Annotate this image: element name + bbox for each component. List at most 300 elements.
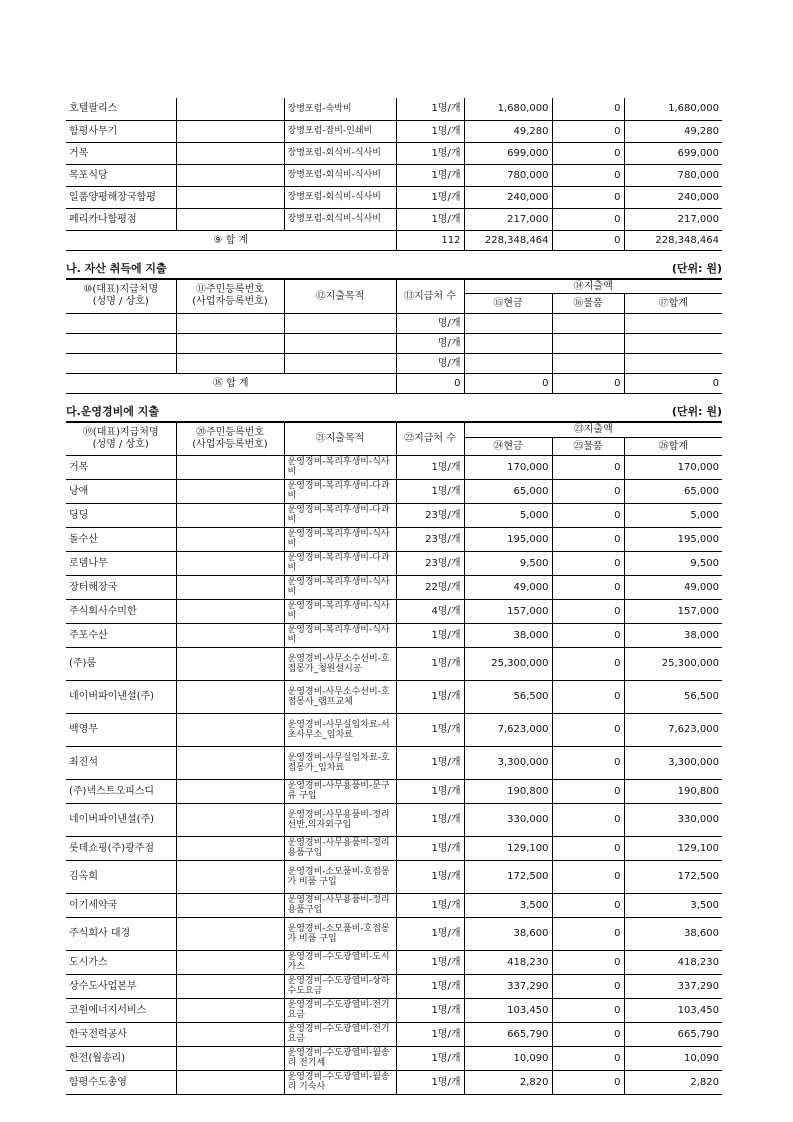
payee-name: 코원에너지서비스 (66, 998, 176, 1022)
section2-body (66, 314, 722, 374)
goods-amount: 0 (552, 779, 624, 803)
cash-amount: 157,000 (464, 599, 552, 623)
cash-amount: 38,600 (464, 917, 552, 950)
expense-purpose: 운영경비-복리후생비-식사비 (284, 575, 396, 599)
expense-purpose: 운영경비-복리후생비-다과비 (284, 479, 396, 503)
cash-amount: 9,500 (464, 551, 552, 575)
payee-name: 주식회사수미한 (66, 599, 176, 623)
cash-amount: 337,290 (464, 974, 552, 998)
payee-name: (주)룸 (66, 647, 176, 680)
cash-amount (464, 354, 552, 374)
table-row (66, 647, 722, 680)
goods-amount: 0 (552, 455, 624, 479)
payee-count: 1명/개 (396, 455, 464, 479)
section3-header-goods: ㉕물품 (552, 437, 624, 455)
total-amount: 665,790 (624, 1022, 722, 1046)
cash-amount: 330,000 (464, 803, 552, 836)
payee-count: 명/개 (396, 354, 464, 374)
section2-header-row1 (66, 280, 722, 294)
registration-number (176, 836, 284, 860)
payee-count: 1명/개 (396, 1022, 464, 1046)
cash-amount (464, 314, 552, 334)
section2-header-count: ⑬지급처 수 (396, 280, 464, 314)
cash-amount (464, 334, 552, 354)
payee-count: 1명/개 (396, 1046, 464, 1070)
registration-number (176, 527, 284, 551)
section2-total-count: 0 (396, 374, 464, 394)
payee-count: 1명/개 (396, 120, 464, 142)
registration-number (176, 860, 284, 893)
section2-header-sum: ⑰합계 (624, 294, 722, 314)
total-amount: 418,230 (624, 950, 722, 974)
registration-number (176, 803, 284, 836)
expense-purpose: 장병포럼-숙박비 (284, 98, 396, 120)
payee-count: 1명/개 (396, 779, 464, 803)
registration-number (176, 623, 284, 647)
payee-count: 1명/개 (396, 479, 464, 503)
payee-name: 네이버파이낸셜(주) (66, 803, 176, 836)
section3-title: 다.운영경비에 지출 (66, 405, 160, 418)
section2-header-reg: ⑪주민등록번호 (사업자등록번호) (176, 280, 284, 314)
table-row (66, 779, 722, 803)
expense-purpose: 운영경비-소모품비-호접몽가 비품 구입 (284, 860, 396, 893)
payee-name: 장터해장국 (66, 575, 176, 599)
cash-amount: 65,000 (464, 479, 552, 503)
section2-title: 나. 자산 취득에 지출 (66, 261, 167, 275)
payee-count: 1명/개 (396, 208, 464, 230)
section2-header-purpose: ⑫지출목적 (284, 280, 396, 314)
total-amount: 5,000 (624, 503, 722, 527)
registration-number (176, 479, 284, 503)
expense-purpose: 운영경비-복리후생비-식사비 (284, 455, 396, 479)
table-row (66, 680, 722, 713)
payee-name: 한전(월송리) (66, 1046, 176, 1070)
expense-purpose: 운영경비-사무용품비-문구류 구입 (284, 779, 396, 803)
payee-count: 1명/개 (396, 647, 464, 680)
table-row (66, 917, 722, 950)
payee-name: 한국전력공사 (66, 1022, 176, 1046)
section1-total-count: 112 (396, 230, 464, 250)
cash-amount: 170,000 (464, 455, 552, 479)
payee-count: 1명/개 (396, 623, 464, 647)
expense-purpose (284, 314, 396, 334)
goods-amount: 0 (552, 98, 624, 120)
cash-amount: 780,000 (464, 164, 552, 186)
table-row (66, 527, 722, 551)
section2-unit: (단위: 원) (671, 261, 722, 275)
cash-amount: 217,000 (464, 208, 552, 230)
table-row (66, 893, 722, 917)
table-row (66, 479, 722, 503)
registration-number (176, 1022, 284, 1046)
cash-amount: 190,800 (464, 779, 552, 803)
cash-amount: 418,230 (464, 950, 552, 974)
section3-header-sum: ㉖합계 (624, 437, 722, 455)
section3-table (66, 423, 722, 1095)
expense-purpose: 장병포럼-잡비-인쇄비 (284, 120, 396, 142)
expense-purpose: 운영경비-수도광열비-전기요금 (284, 1022, 396, 1046)
table-row (66, 98, 722, 120)
total-amount (624, 314, 722, 334)
payee-name: 딩딩 (66, 503, 176, 527)
payee-name: 도시가스 (66, 950, 176, 974)
payee-count: 1명/개 (396, 998, 464, 1022)
expense-purpose: 장병포럼-회식비-식사비 (284, 186, 396, 208)
goods-amount: 0 (552, 803, 624, 836)
registration-number (176, 164, 284, 186)
table-row (66, 836, 722, 860)
expense-purpose: 운영경비-소모품비-호접몽가 비품 구입 (284, 917, 396, 950)
cash-amount: 699,000 (464, 142, 552, 164)
expense-purpose: 운영경비-수도광열비-전기요금 (284, 998, 396, 1022)
table-row (66, 746, 722, 779)
payee-name (66, 314, 176, 334)
expense-purpose: 운영경비-수도광열비-도시가스 (284, 950, 396, 974)
cash-amount: 3,500 (464, 893, 552, 917)
goods-amount: 0 (552, 974, 624, 998)
goods-amount: 0 (552, 1070, 624, 1094)
payee-count: 명/개 (396, 314, 464, 334)
goods-amount: 0 (552, 713, 624, 746)
expense-purpose: 운영경비-사무실임차료-서초사무소_임차료 (284, 713, 396, 746)
table-row (66, 455, 722, 479)
total-amount: 3,500 (624, 893, 722, 917)
goods-amount: 0 (552, 120, 624, 142)
cash-amount: 103,450 (464, 998, 552, 1022)
section3-title-bar (66, 401, 722, 423)
total-amount: 38,000 (624, 623, 722, 647)
total-amount: 9,500 (624, 551, 722, 575)
section1-total-goods: 0 (552, 230, 624, 250)
registration-number (176, 647, 284, 680)
goods-amount: 0 (552, 1022, 624, 1046)
goods-amount: 0 (552, 860, 624, 893)
section3-header-cash: ㉔현금 (464, 437, 552, 455)
total-amount: 65,000 (624, 479, 722, 503)
goods-amount: 0 (552, 746, 624, 779)
payee-count: 1명/개 (396, 950, 464, 974)
goods-amount: 0 (552, 917, 624, 950)
table-row (66, 334, 722, 354)
payee-name: 페리카나함평점 (66, 208, 176, 230)
total-amount: 195,000 (624, 527, 722, 551)
payee-name: 일품양평해장국함평 (66, 186, 176, 208)
registration-number (176, 950, 284, 974)
goods-amount: 0 (552, 503, 624, 527)
goods-amount: 0 (552, 479, 624, 503)
total-amount: 190,800 (624, 779, 722, 803)
payee-count: 1명/개 (396, 1070, 464, 1094)
section3-body (66, 455, 722, 1094)
section2-header-amount: ⑭지출액 (464, 280, 722, 294)
section2-total-label: ⑱ 합 계 (66, 374, 396, 394)
expense-purpose: 운영경비-사무용품비-정리용품구입 (284, 836, 396, 860)
registration-number (176, 354, 284, 374)
registration-number (176, 455, 284, 479)
table-row (66, 599, 722, 623)
goods-amount: 0 (552, 680, 624, 713)
expense-purpose: 장병포럼-회식비-식사비 (284, 164, 396, 186)
registration-number (176, 98, 284, 120)
registration-number (176, 1070, 284, 1094)
goods-amount: 0 (552, 527, 624, 551)
section3-header-reg: ⑳주민등록번호 (사업자등록번호) (176, 423, 284, 455)
goods-amount: 0 (552, 164, 624, 186)
goods-amount: 0 (552, 575, 624, 599)
payee-name (66, 334, 176, 354)
cash-amount: 195,000 (464, 527, 552, 551)
table-row (66, 998, 722, 1022)
total-amount: 780,000 (624, 164, 722, 186)
section2-header-name: ⑩(대표)지급처명 (성명 / 상호) (66, 280, 176, 314)
registration-number (176, 746, 284, 779)
table-row (66, 551, 722, 575)
total-amount: 337,290 (624, 974, 722, 998)
cash-amount: 5,000 (464, 503, 552, 527)
goods-amount: 0 (552, 623, 624, 647)
section3-header-row1 (66, 423, 722, 437)
payee-count: 1명/개 (396, 713, 464, 746)
payee-count: 1명/개 (396, 142, 464, 164)
cash-amount: 172,500 (464, 860, 552, 893)
table-row (66, 1070, 722, 1094)
payee-name: 최진석 (66, 746, 176, 779)
registration-number (176, 779, 284, 803)
total-amount: 2,820 (624, 1070, 722, 1094)
section2-header-cash: ⑮현금 (464, 294, 552, 314)
total-amount: 10,090 (624, 1046, 722, 1070)
total-amount: 38,600 (624, 917, 722, 950)
payee-count: 1명/개 (396, 893, 464, 917)
registration-number (176, 314, 284, 334)
goods-amount (552, 354, 624, 374)
registration-number (176, 120, 284, 142)
payee-name: 이기세약국 (66, 893, 176, 917)
payee-name: 거목 (66, 455, 176, 479)
total-amount: 49,000 (624, 575, 722, 599)
expense-purpose: 운영경비-사무용품비-정리선반,의자외구입 (284, 803, 396, 836)
total-amount (624, 354, 722, 374)
section2-total-row (66, 374, 722, 394)
section3-header-amount: ㉓지출액 (464, 423, 722, 437)
payee-name: 낭애 (66, 479, 176, 503)
table-row (66, 623, 722, 647)
table-row (66, 314, 722, 334)
expense-purpose: 장병포럼-회식비-식사비 (284, 208, 396, 230)
payee-count: 1명/개 (396, 836, 464, 860)
section1-body (66, 98, 722, 230)
expense-purpose: 운영경비-복리후생비-식사비 (284, 623, 396, 647)
section2-total-sum: 0 (624, 374, 722, 394)
expense-purpose: 운영경비-사무용품비-정리용품구입 (284, 893, 396, 917)
registration-number (176, 186, 284, 208)
cash-amount: 129,100 (464, 836, 552, 860)
cash-amount: 10,090 (464, 1046, 552, 1070)
goods-amount (552, 314, 624, 334)
registration-number (176, 713, 284, 746)
payee-count: 1명/개 (396, 917, 464, 950)
section2-total-cash: 0 (464, 374, 552, 394)
registration-number (176, 998, 284, 1022)
expense-purpose (284, 354, 396, 374)
expense-purpose: 운영경비-수도광열비-월송리 기숙사 (284, 1070, 396, 1094)
payee-name: 돌수산 (66, 527, 176, 551)
table-row (66, 503, 722, 527)
table-row (66, 803, 722, 836)
cash-amount: 665,790 (464, 1022, 552, 1046)
goods-amount: 0 (552, 836, 624, 860)
cash-amount: 240,000 (464, 186, 552, 208)
expense-purpose (284, 334, 396, 354)
payee-count: 4명/개 (396, 599, 464, 623)
section2-table (66, 280, 722, 395)
total-amount: 699,000 (624, 142, 722, 164)
registration-number (176, 893, 284, 917)
payee-name: 로뎀나무 (66, 551, 176, 575)
payee-count: 1명/개 (396, 186, 464, 208)
registration-number (176, 503, 284, 527)
cash-amount: 1,680,000 (464, 98, 552, 120)
payee-name: 주식회사 대경 (66, 917, 176, 950)
section3-header-count: ㉒지급처 수 (396, 423, 464, 455)
expense-purpose: 운영경비-복리후생비-다과비 (284, 503, 396, 527)
cash-amount: 7,623,000 (464, 713, 552, 746)
document-page (66, 0, 722, 1095)
payee-count: 1명/개 (396, 680, 464, 713)
total-amount: 56,500 (624, 680, 722, 713)
goods-amount: 0 (552, 599, 624, 623)
total-amount: 172,500 (624, 860, 722, 893)
table-row (66, 120, 722, 142)
section2-title-bar (66, 258, 722, 280)
total-amount: 1,680,000 (624, 98, 722, 120)
registration-number (176, 551, 284, 575)
total-amount: 330,000 (624, 803, 722, 836)
section1-total-cash: 228,348,464 (464, 230, 552, 250)
expense-purpose: 장병포럼-회식비-식사비 (284, 142, 396, 164)
payee-name: 네이버파이낸셜(주) (66, 680, 176, 713)
table-row (66, 208, 722, 230)
payee-name: 김옥희 (66, 860, 176, 893)
registration-number (176, 599, 284, 623)
total-amount: 129,100 (624, 836, 722, 860)
payee-name: 상수도사업본부 (66, 974, 176, 998)
total-amount: 240,000 (624, 186, 722, 208)
table-row (66, 974, 722, 998)
expense-purpose: 운영경비-수도광열비-상하수도요금 (284, 974, 396, 998)
payee-count: 23명/개 (396, 503, 464, 527)
cash-amount: 2,820 (464, 1070, 552, 1094)
registration-number (176, 917, 284, 950)
table-row (66, 354, 722, 374)
table-row (66, 575, 722, 599)
payee-count: 1명/개 (396, 164, 464, 186)
payee-count: 1명/개 (396, 746, 464, 779)
registration-number (176, 334, 284, 354)
expense-purpose: 운영경비-수도광열비-월송리 전기세 (284, 1046, 396, 1070)
registration-number (176, 974, 284, 998)
payee-count: 23명/개 (396, 551, 464, 575)
payee-name: (주)넥스트오피스디 (66, 779, 176, 803)
total-amount: 3,300,000 (624, 746, 722, 779)
goods-amount: 0 (552, 998, 624, 1022)
goods-amount: 0 (552, 142, 624, 164)
section3-unit: (단위: 원) (671, 405, 722, 418)
expense-purpose: 운영경비-복리후생비-식사비 (284, 527, 396, 551)
goods-amount: 0 (552, 208, 624, 230)
cash-amount: 38,000 (464, 623, 552, 647)
cash-amount: 49,280 (464, 120, 552, 142)
total-amount: 49,280 (624, 120, 722, 142)
payee-name (66, 354, 176, 374)
payee-name: 거목 (66, 142, 176, 164)
table-row (66, 1046, 722, 1070)
section1-total-label: ⑨ 합 계 (66, 230, 396, 250)
goods-amount: 0 (552, 893, 624, 917)
payee-count: 1명/개 (396, 860, 464, 893)
registration-number (176, 142, 284, 164)
payee-name: 호텔팔리스 (66, 98, 176, 120)
table-row (66, 860, 722, 893)
section3-header-name: ⑲(대표)지급처명 (성명 / 상호) (66, 423, 176, 455)
total-amount: 170,000 (624, 455, 722, 479)
table-row (66, 713, 722, 746)
section1-total-sum: 228,348,464 (624, 230, 722, 250)
payee-name: 주포수산 (66, 623, 176, 647)
payee-name: 백영무 (66, 713, 176, 746)
expense-purpose: 운영경비-사무실임차료-호접몽가_임차료 (284, 746, 396, 779)
table-row (66, 950, 722, 974)
table-row (66, 164, 722, 186)
section2-header-goods: ⑯물품 (552, 294, 624, 314)
total-amount (624, 334, 722, 354)
expense-purpose: 운영경비-사무소수선비-호접몽가_청원설시공 (284, 647, 396, 680)
expense-purpose: 운영경비-복리후생비-식사비 (284, 599, 396, 623)
goods-amount (552, 334, 624, 354)
goods-amount: 0 (552, 647, 624, 680)
registration-number (176, 208, 284, 230)
goods-amount: 0 (552, 1046, 624, 1070)
goods-amount: 0 (552, 551, 624, 575)
goods-amount: 0 (552, 186, 624, 208)
total-amount: 157,000 (624, 599, 722, 623)
payee-name: 함평사무기 (66, 120, 176, 142)
payee-count: 22명/개 (396, 575, 464, 599)
section1-table (66, 98, 722, 251)
total-amount: 7,623,000 (624, 713, 722, 746)
payee-count: 23명/개 (396, 527, 464, 551)
total-amount: 217,000 (624, 208, 722, 230)
registration-number (176, 575, 284, 599)
total-amount: 25,300,000 (624, 647, 722, 680)
registration-number (176, 680, 284, 713)
table-row (66, 1022, 722, 1046)
goods-amount: 0 (552, 950, 624, 974)
cash-amount: 25,300,000 (464, 647, 552, 680)
payee-count: 1명/개 (396, 803, 464, 836)
payee-name: 롯데쇼핑(주)광주점 (66, 836, 176, 860)
payee-name: 목포식당 (66, 164, 176, 186)
section2-total-goods: 0 (552, 374, 624, 394)
cash-amount: 3,300,000 (464, 746, 552, 779)
section3-header-purpose: ㉑지출목적 (284, 423, 396, 455)
expense-purpose: 운영경비-복리후생비-다과비 (284, 551, 396, 575)
payee-count: 1명/개 (396, 98, 464, 120)
table-row (66, 142, 722, 164)
total-amount: 103,450 (624, 998, 722, 1022)
cash-amount: 56,500 (464, 680, 552, 713)
cash-amount: 49,000 (464, 575, 552, 599)
